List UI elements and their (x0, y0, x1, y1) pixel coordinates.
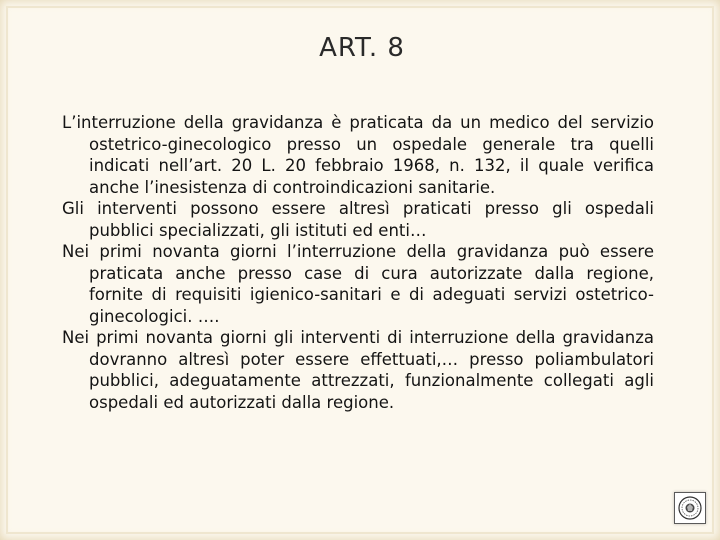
slide-title: ART. 8 (319, 33, 405, 63)
paragraph-4: Nei primi novanta giorni gli interventi di interruzione della gravidanza dovranno altresì poter essere effettuati,… presso poliambulatori pubblici, adeguatamente attrezzati, funzionalmente collegati agli ospedali ed autorizzati dalla regione. (62, 328, 654, 412)
paragraph-1: L’interruzione della gravidanza è praticata da un medico del servizio ostetrico-ginecologico presso un ospedale generale tra quelli indicati nell’art. 20 L. 20 febbraio 1968, n. 132, il quale verifica anche l’inesistenza di controindicazioni sanitarie. (62, 113, 654, 197)
paragraph-3: Nei primi novanta giorni l’interruzione della gravidanza può essere praticata anche presso case di cura autorizzate dalla regione, fornite di requisiti igienico-sanitari e di adeguati servizi ostetrico-ginecologici. …. (62, 242, 654, 326)
paragraph-2: Gli interventi possono essere altresì praticati presso gli ospedali pubblici specializzati, gli istituti ed enti… (62, 199, 654, 240)
article-text (62, 112, 654, 413)
emblem-seal-icon (674, 492, 706, 524)
